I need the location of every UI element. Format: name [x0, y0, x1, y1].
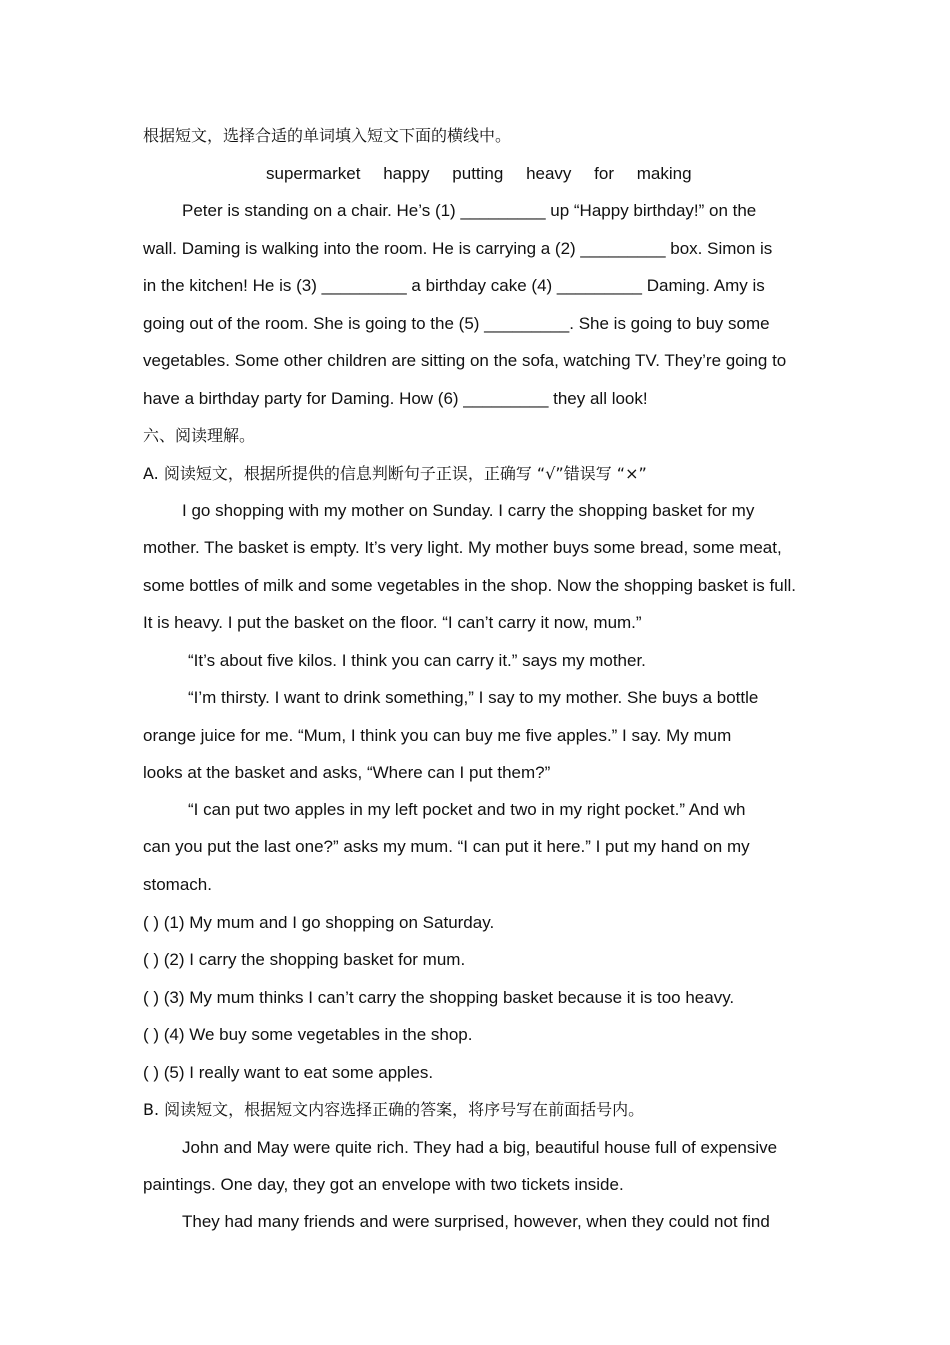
question-a-item: ( ) (2) I carry the shopping basket for mum. — [143, 950, 466, 969]
passage-a-line: “I can put two apples in my left pocket and two in my right pocket.” And wh — [188, 800, 746, 819]
cloze-line: vegetables. Some other children are sitting on the sofa, watching TV. They’re going to — [143, 351, 787, 370]
passage-a-line: “It’s about five kilos. I think you can carry it.” says my mother. — [188, 651, 646, 670]
passage-a-line: It is heavy. I put the basket on the floor. “I can’t carry it now, mum.” — [143, 613, 642, 632]
passage-a-line: I go shopping with my mother on Sunday. I carry the shopping basket for my — [182, 501, 755, 520]
cloze-line: have a birthday party for Daming. How (6) _________ they all look! — [143, 389, 648, 408]
passage-b-line: John and May were quite rich. They had a big, beautiful house full of expensive — [182, 1138, 778, 1157]
cloze-line: wall. Daming is walking into the room. He is carrying a (2) _________ box. Simon is — [143, 239, 773, 258]
word-bank-item: happy — [383, 164, 430, 183]
passage-a-line: can you put the last one?” asks my mum. “I can put it here.” I put my hand on my — [143, 837, 750, 856]
passage-a-line: “I’m thirsty. I want to drink something,” I say to my mother. She buys a bottle — [188, 688, 759, 707]
passage-a-line: orange juice for me. “Mum, I think you can buy me five apples.” I say. My mum — [143, 726, 732, 745]
part-a-instruction: A. 阅读短文，根据所提供的信息判断句子正误，正确写 “√”错误写 “×” — [143, 464, 647, 483]
passage-a-line: looks at the basket and asks, “Where can I put them?” — [143, 763, 551, 782]
section-six-title: 六、阅读理解。 — [143, 426, 256, 445]
passage-a-line: stomach. — [143, 875, 212, 894]
passage-a-line: some bottles of milk and some vegetables in the shop. Now the shopping basket is full. — [143, 576, 796, 595]
word-bank-item: heavy — [526, 164, 572, 183]
question-a-item: ( ) (5) I really want to eat some apples. — [143, 1063, 434, 1082]
word-bank — [266, 163, 710, 185]
part-b-instruction: B. 阅读短文，根据短文内容选择正确的答案，将序号写在前面括号内。 — [143, 1100, 645, 1119]
passage-b-line: paintings. One day, they got an envelope with two tickets inside. — [143, 1175, 624, 1194]
word-bank-item: making — [636, 164, 692, 183]
cloze-line: in the kitchen! He is (3) _________ a birthday cake (4) _________ Daming. Amy is — [143, 276, 765, 295]
question-a-item: ( ) (3) My mum thinks I can’t carry the shopping basket because it is too heavy. — [143, 988, 735, 1007]
passage-a-line: mother. The basket is empty. It’s very light. My mother buys some bread, some meat, — [143, 538, 782, 557]
word-bank-item: supermarket — [266, 164, 361, 183]
cloze-line: going out of the room. She is going to the (5) _________. She is going to buy some — [143, 314, 770, 333]
question-a-item: ( ) (4) We buy some vegetables in the shop. — [143, 1025, 473, 1044]
cloze-line: Peter is standing on a chair. He’s (1) _________ up “Happy birthday!” on the — [182, 201, 757, 220]
exercise-intro: 根据短文，选择合适的单词填入短文下面的横线中。 — [143, 126, 512, 145]
word-bank-item: putting — [452, 164, 504, 183]
question-a-item: ( ) (1) My mum and I go shopping on Saturday. — [143, 913, 495, 932]
passage-b-line: They had many friends and were surprised, however, when they could not find — [182, 1212, 770, 1231]
word-bank-item: for — [594, 164, 615, 183]
